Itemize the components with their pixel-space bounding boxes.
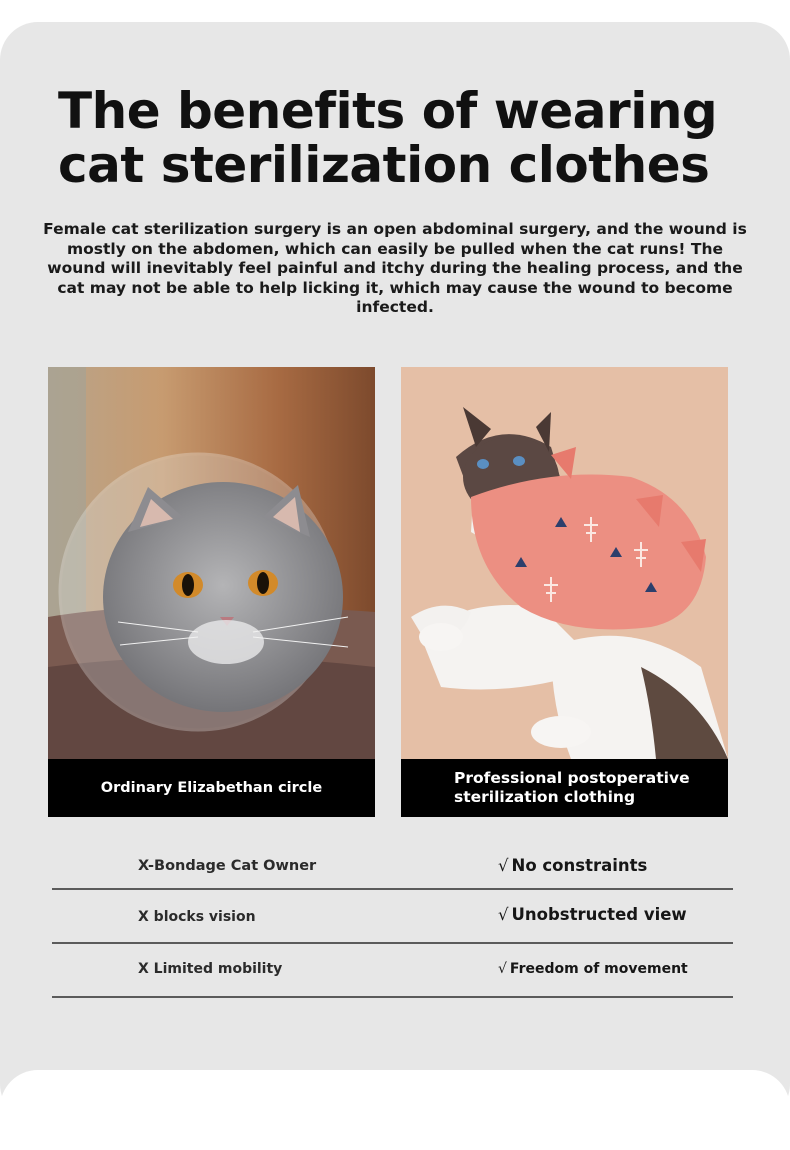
check-icon: √	[498, 905, 509, 924]
elizabethan-collar-card	[48, 367, 375, 817]
sterilization-clothing-cat-photo	[401, 367, 728, 759]
elizabethan-collar-cat-photo	[48, 367, 375, 759]
check-icon: √	[498, 856, 509, 875]
intro-paragraph: Female cat sterilization surgery is an open abdominal surgery, and the wound is mostly on the abdomen, which can easily be pulled when the cat runs! The wound will inevitably feel painful and itchy during the healing process, and the cat may not be able to help licking it, which may cause the wound to become infected.	[43, 220, 747, 316]
comparison-right-text: √ No constraints	[498, 856, 648, 875]
comparison-left-text: X Limited mobility	[138, 961, 283, 977]
next-section-card	[0, 1070, 790, 1150]
comparison-row	[52, 890, 733, 944]
comparison-left-text: X-Bondage Cat Owner	[138, 858, 317, 874]
page-title: The benefits of wearing cat sterilization clothes	[58, 82, 718, 194]
comparison-right-text: √ Unobstructed view	[498, 905, 687, 924]
elizabethan-collar-caption	[48, 759, 375, 817]
sterilization-clothing-caption-text: Professional postoperative sterilization clothing	[454, 769, 690, 806]
sterilization-clothing-caption	[401, 759, 728, 817]
sterilization-clothing-card	[401, 367, 728, 817]
comparison-left-text: X blocks vision	[138, 909, 256, 925]
comparison-row	[52, 846, 733, 890]
check-icon: √	[498, 961, 507, 977]
elizabethan-collar-caption-text: Ordinary Elizabethan circle	[100, 780, 323, 796]
comparison-row	[52, 944, 733, 998]
comparison-right-text: √ Freedom of movement	[498, 961, 688, 977]
